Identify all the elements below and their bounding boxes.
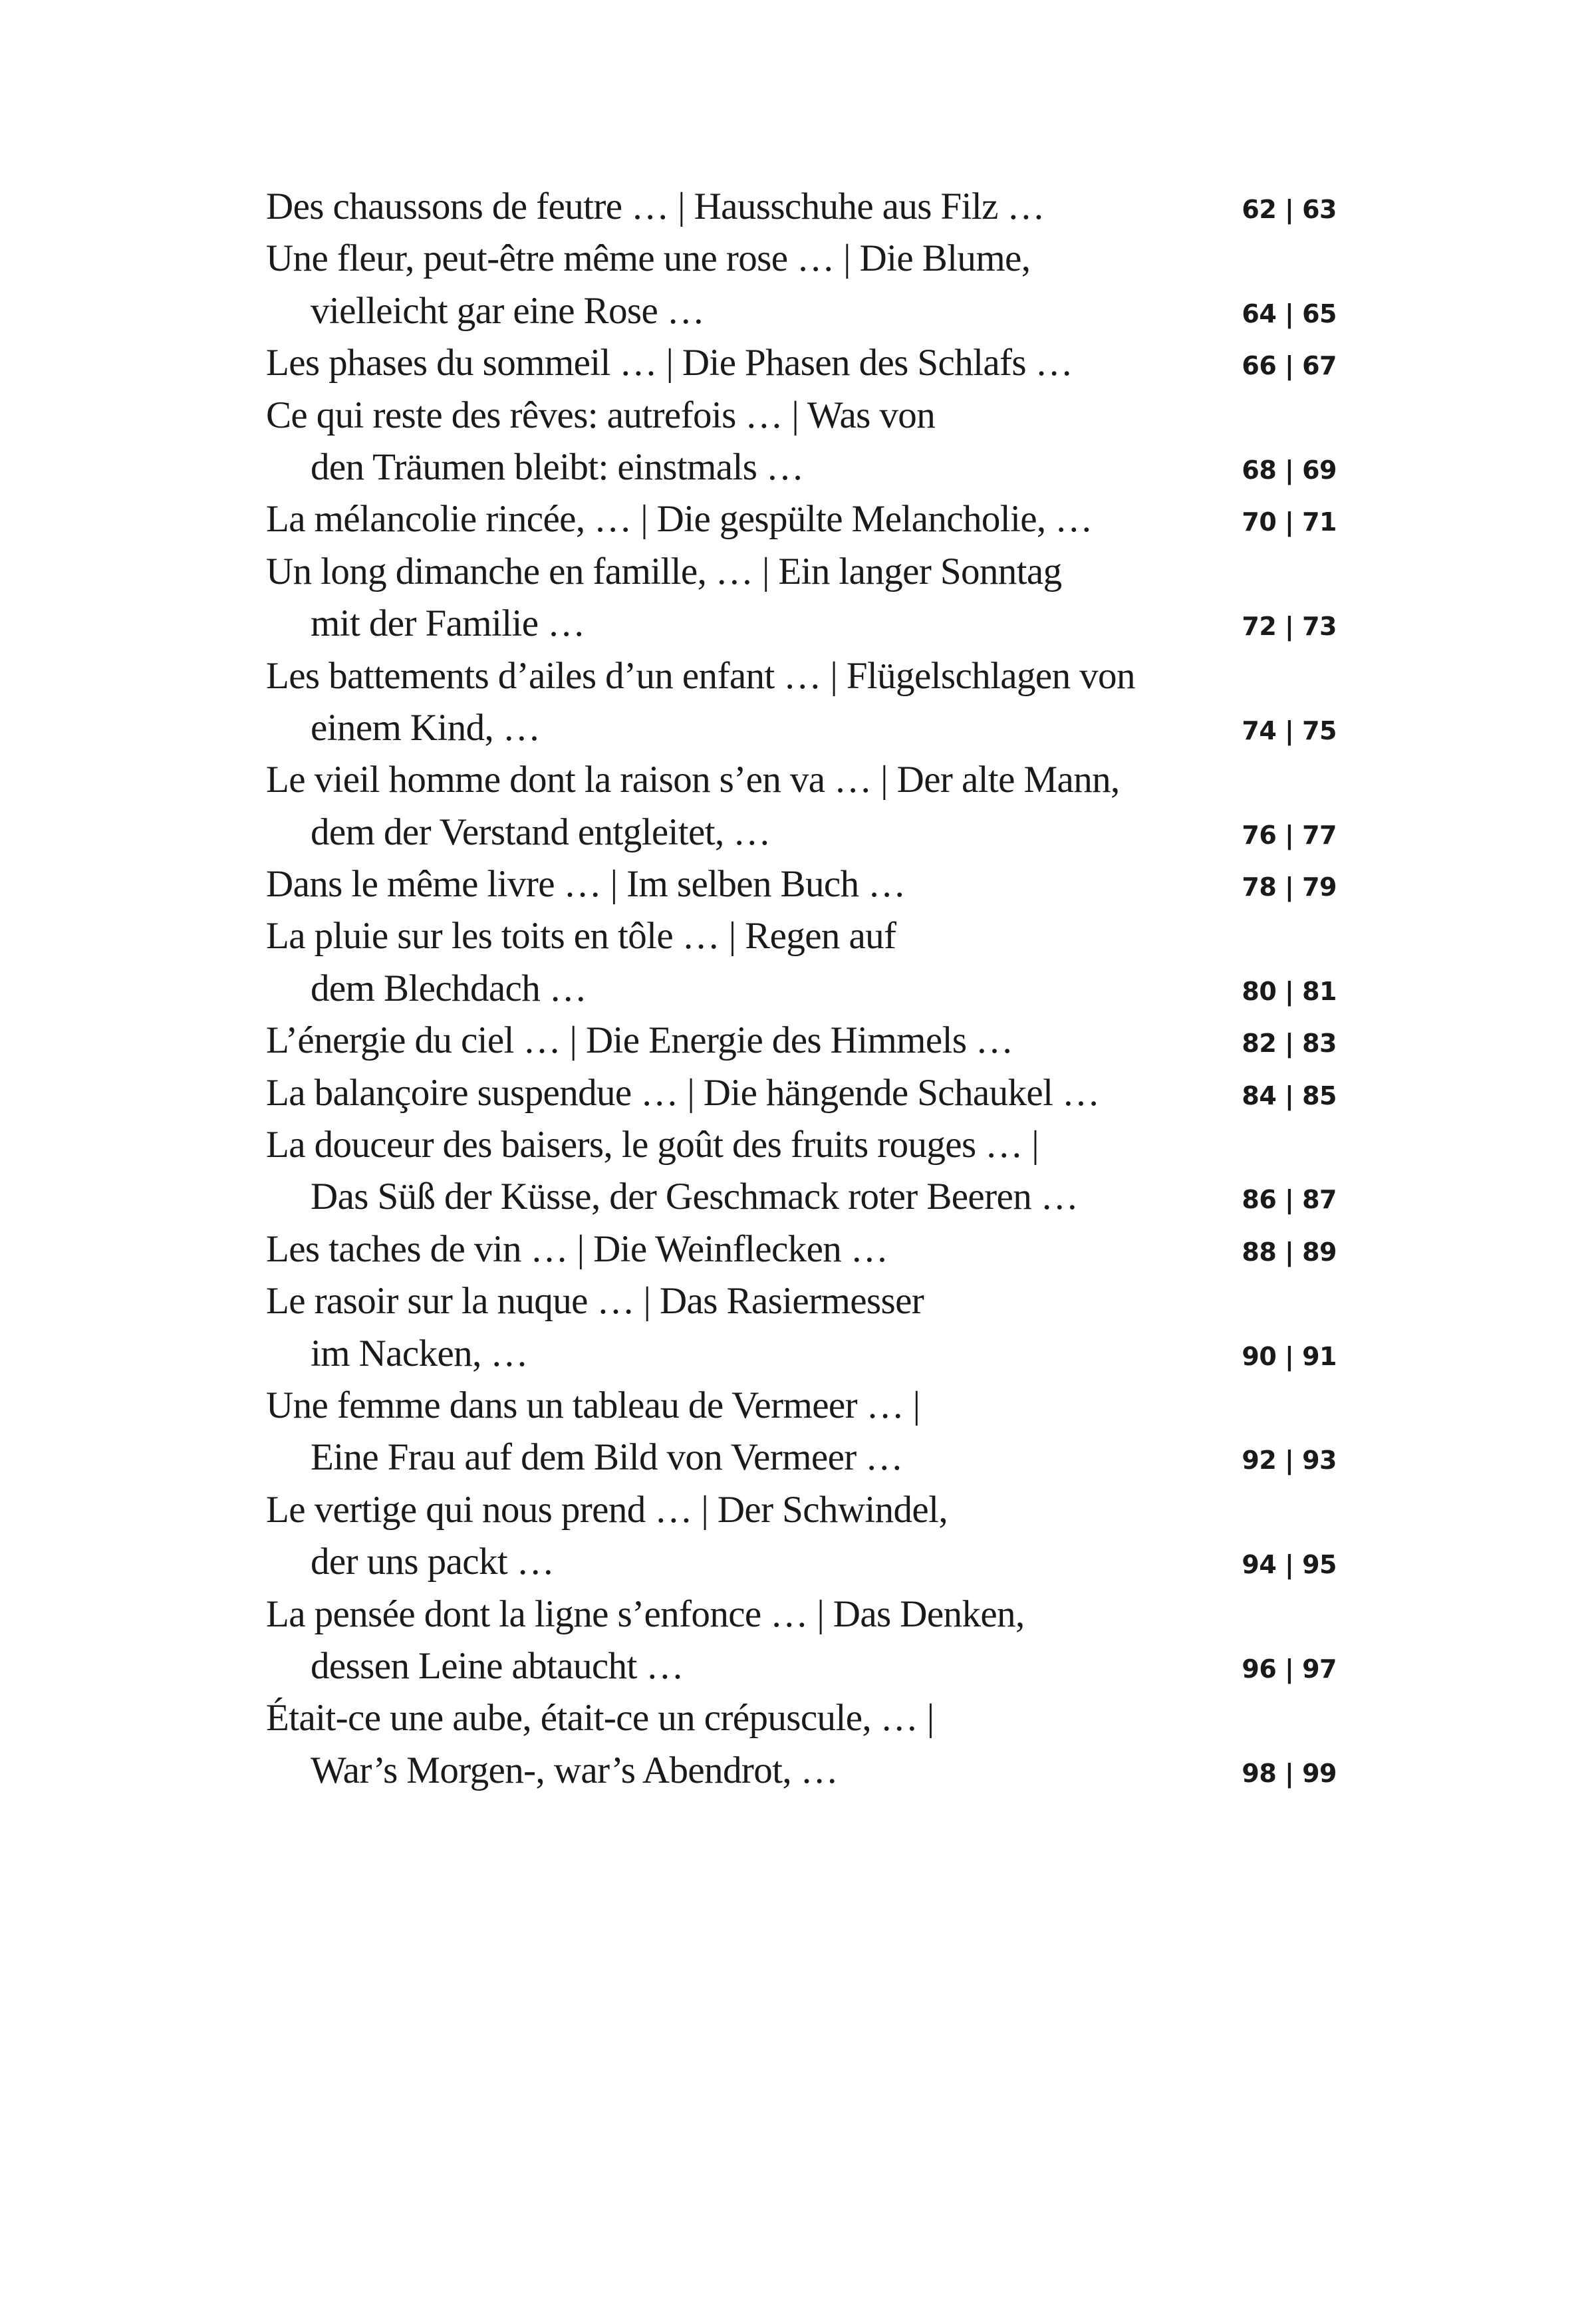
toc-entry[interactable] (266, 1015, 1337, 1067)
toc-page-numbers: 64 | 65 (1242, 299, 1337, 328)
toc-line (266, 807, 1337, 858)
toc-entry-title: Le rasoir sur la nuque … | Das Rasiermesser (266, 1280, 924, 1323)
toc-entry[interactable] (266, 390, 1337, 494)
toc-entry[interactable] (266, 493, 1337, 545)
toc-page-numbers: 78 | 79 (1242, 872, 1337, 902)
toc-page-numbers: 62 | 63 (1242, 195, 1337, 224)
toc-line (266, 337, 1337, 389)
toc-page-numbers: 74 | 75 (1242, 715, 1337, 745)
toc-entry-title: Dans le même livre … | Im selben Buch … (266, 863, 906, 906)
toc-entry-title: Eine Frau auf dem Bild von Vermeer … (311, 1436, 903, 1479)
toc-entry-title: Le vertige qui nous prend … | Der Schwindel, (266, 1488, 948, 1531)
toc-line (266, 1640, 1337, 1692)
toc-entry-title: La pluie sur les toits en tôle … | Regen auf (266, 915, 896, 958)
toc-line (266, 1223, 1337, 1275)
toc-entry[interactable] (266, 233, 1337, 337)
toc-entry[interactable] (266, 1484, 1337, 1589)
toc-entry-title: einem Kind, … (311, 706, 541, 749)
toc-page-numbers: 82 | 83 (1242, 1029, 1337, 1059)
toc-entry-title: Une femme dans un tableau de Vermeer … | (266, 1384, 920, 1426)
toc-entry-title: im Nacken, … (311, 1332, 528, 1374)
toc-entry[interactable] (266, 1692, 1337, 1797)
toc-page-numbers: 84 | 85 (1242, 1081, 1337, 1110)
toc-line (266, 1119, 1337, 1171)
toc-entry[interactable] (266, 1275, 1337, 1380)
toc-entry-title: dessen Leine abtaucht … (311, 1644, 684, 1687)
toc-entry-title: War’s Morgen-, war’s Abendrot, … (311, 1749, 839, 1791)
toc-page-numbers: 66 | 67 (1242, 351, 1337, 381)
toc-entry[interactable] (266, 1067, 1337, 1119)
toc-line (266, 858, 1337, 910)
toc-line (266, 442, 1337, 493)
toc-page-numbers: 88 | 89 (1242, 1237, 1337, 1267)
toc-line (266, 963, 1337, 1015)
toc-entry-title: mit der Familie … (311, 602, 585, 645)
toc-entry-title: Les taches de vin … | Die Weinflecken … (266, 1227, 888, 1270)
toc-page-numbers: 94 | 95 (1242, 1550, 1337, 1580)
toc-page-numbers: 70 | 71 (1242, 507, 1337, 537)
toc-entry-title: Une fleur, peut-être même une rose … | Die Blume, (266, 237, 1031, 280)
toc-entry-title: Était-ce une aube, était-ce un crépuscule, … | (266, 1697, 934, 1739)
toc-page-numbers: 86 | 87 (1242, 1185, 1337, 1215)
toc-entry[interactable] (266, 1223, 1337, 1275)
toc-line (266, 493, 1337, 545)
toc-entry-title: Un long dimanche en famille, … | Ein langer Sonntag (266, 550, 1062, 592)
toc-entry-title: La balançoire suspendue … | Die hängende Schaukel … (266, 1071, 1100, 1114)
toc-line (266, 910, 1337, 962)
toc-entry-title: Das Süß der Küsse, der Geschmack roter Beeren … (311, 1176, 1079, 1218)
toc-line (266, 1589, 1337, 1640)
toc-entry[interactable] (266, 337, 1337, 389)
toc-line (266, 181, 1337, 233)
toc-entry-title: La mélancolie rincée, … | Die gespülte Melancholie, … (266, 498, 1093, 541)
toc-page-numbers: 98 | 99 (1242, 1758, 1337, 1788)
toc-entry[interactable] (266, 546, 1337, 650)
toc-page-numbers: 68 | 69 (1242, 455, 1337, 485)
toc-page-numbers: 76 | 77 (1242, 820, 1337, 850)
toc-entry[interactable] (266, 650, 1337, 755)
toc-line (266, 546, 1337, 598)
toc-line (266, 1015, 1337, 1067)
toc-line (266, 1328, 1337, 1380)
toc-line (266, 1275, 1337, 1327)
toc-entry-title: vielleicht gar eine Rose … (311, 289, 705, 332)
toc-line (266, 702, 1337, 754)
toc-line (266, 650, 1337, 702)
toc-entry-title: Des chaussons de feutre … | Hausschuhe aus Filz … (266, 186, 1045, 227)
toc-entry[interactable] (266, 1589, 1337, 1693)
toc-line (266, 1380, 1337, 1432)
toc-entry[interactable] (266, 858, 1337, 910)
toc-entry[interactable] (266, 1119, 1337, 1223)
toc-entry-title: der uns packt … (311, 1541, 555, 1583)
toc-entry-title: Les battements d’ailes d’un enfant … | Flügelschlagen von (266, 654, 1135, 697)
toc-entry[interactable] (266, 910, 1337, 1015)
toc-entry-title: dem der Verstand entgleitet, … (311, 811, 771, 853)
toc-page-numbers: 72 | 73 (1242, 612, 1337, 642)
toc-entry-title: Les phases du sommeil … | Die Phasen des Schlafs … (266, 342, 1073, 384)
toc-line (266, 598, 1337, 650)
toc-entry-title: Le vieil homme dont la raison s’en va … | Der alte Mann, (266, 759, 1120, 801)
toc-line (266, 1745, 1337, 1797)
toc-entry-title: Ce qui reste des rêves: autrefois … | Was von (266, 394, 936, 436)
toc-entry[interactable] (266, 181, 1337, 233)
toc-entry-title: den Träumen bleibt: einstmals … (311, 446, 804, 488)
toc-line (266, 1484, 1337, 1536)
toc-line (266, 390, 1337, 442)
toc-line (266, 754, 1337, 806)
toc-entry-title: La pensée dont la ligne s’enfonce … | Das Denken, (266, 1593, 1025, 1635)
toc-entry-title: dem Blechdach … (311, 967, 587, 1009)
toc-line (266, 1432, 1337, 1483)
toc-line (266, 233, 1337, 285)
toc-entry-title: La douceur des baisers, le goût des fruits rouges … | (266, 1124, 1039, 1166)
toc-line (266, 1067, 1337, 1119)
toc-line (266, 285, 1337, 337)
table-of-contents (266, 181, 1337, 1797)
toc-page-numbers: 96 | 97 (1242, 1654, 1337, 1684)
toc-entry[interactable] (266, 1380, 1337, 1484)
toc-page-numbers: 80 | 81 (1242, 976, 1337, 1006)
toc-entry[interactable] (266, 754, 1337, 858)
toc-page-numbers: 90 | 91 (1242, 1341, 1337, 1371)
toc-line (266, 1692, 1337, 1744)
toc-entry-title: L’énergie du ciel … | Die Energie des Himmels … (266, 1019, 1013, 1062)
toc-line (266, 1536, 1337, 1588)
toc-line (266, 1171, 1337, 1223)
toc-page-numbers: 92 | 93 (1242, 1446, 1337, 1476)
